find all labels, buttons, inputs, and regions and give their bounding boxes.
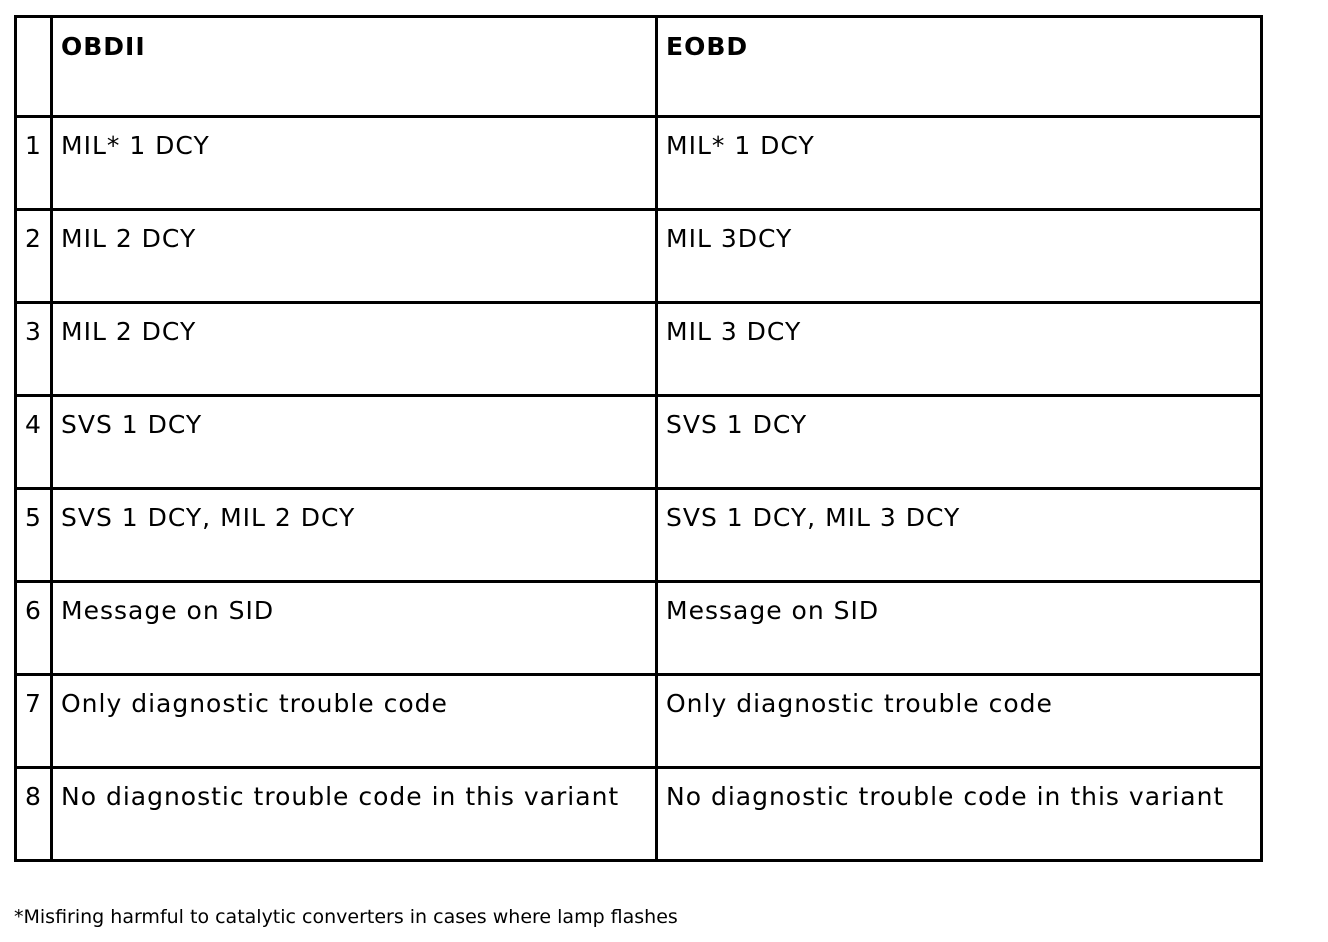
row-number: 1 xyxy=(16,117,52,210)
eobd-cell: SVS 1 DCY xyxy=(657,396,1262,489)
row-number: 6 xyxy=(16,582,52,675)
eobd-cell: MIL 3 DCY xyxy=(657,303,1262,396)
obdii-cell: Only diagnostic trouble code xyxy=(52,675,657,768)
table-row xyxy=(16,768,1262,861)
eobd-cell: Message on SID xyxy=(657,582,1262,675)
table-row xyxy=(16,117,1262,210)
header-cell-obdii: OBDII xyxy=(52,17,657,117)
obdii-cell: Message on SID xyxy=(52,582,657,675)
footnote: *Misfiring harmful to catalytic converters in cases where lamp flashes xyxy=(14,906,678,928)
row-number: 4 xyxy=(16,396,52,489)
table-row xyxy=(16,582,1262,675)
eobd-cell: MIL 3DCY xyxy=(657,210,1262,303)
eobd-cell: No diagnostic trouble code in this variant xyxy=(657,768,1262,861)
obdii-cell: MIL 2 DCY xyxy=(52,210,657,303)
obdii-cell: No diagnostic trouble code in this variant xyxy=(52,768,657,861)
table-header-row xyxy=(16,17,1262,117)
row-number: 8 xyxy=(16,768,52,861)
row-number: 3 xyxy=(16,303,52,396)
row-number: 5 xyxy=(16,489,52,582)
eobd-cell: MIL* 1 DCY xyxy=(657,117,1262,210)
table-row xyxy=(16,675,1262,768)
table-row xyxy=(16,303,1262,396)
obdii-cell: SVS 1 DCY, MIL 2 DCY xyxy=(52,489,657,582)
dtc-comparison-table xyxy=(14,15,1263,862)
header-cell-eobd: EOBD xyxy=(657,17,1262,117)
obdii-cell: MIL* 1 DCY xyxy=(52,117,657,210)
eobd-cell: SVS 1 DCY, MIL 3 DCY xyxy=(657,489,1262,582)
table-row xyxy=(16,396,1262,489)
obdii-cell: SVS 1 DCY xyxy=(52,396,657,489)
header-cell-number xyxy=(16,17,52,117)
obdii-cell: MIL 2 DCY xyxy=(52,303,657,396)
table-row xyxy=(16,210,1262,303)
row-number: 7 xyxy=(16,675,52,768)
row-number: 2 xyxy=(16,210,52,303)
eobd-cell: Only diagnostic trouble code xyxy=(657,675,1262,768)
table-row xyxy=(16,489,1262,582)
